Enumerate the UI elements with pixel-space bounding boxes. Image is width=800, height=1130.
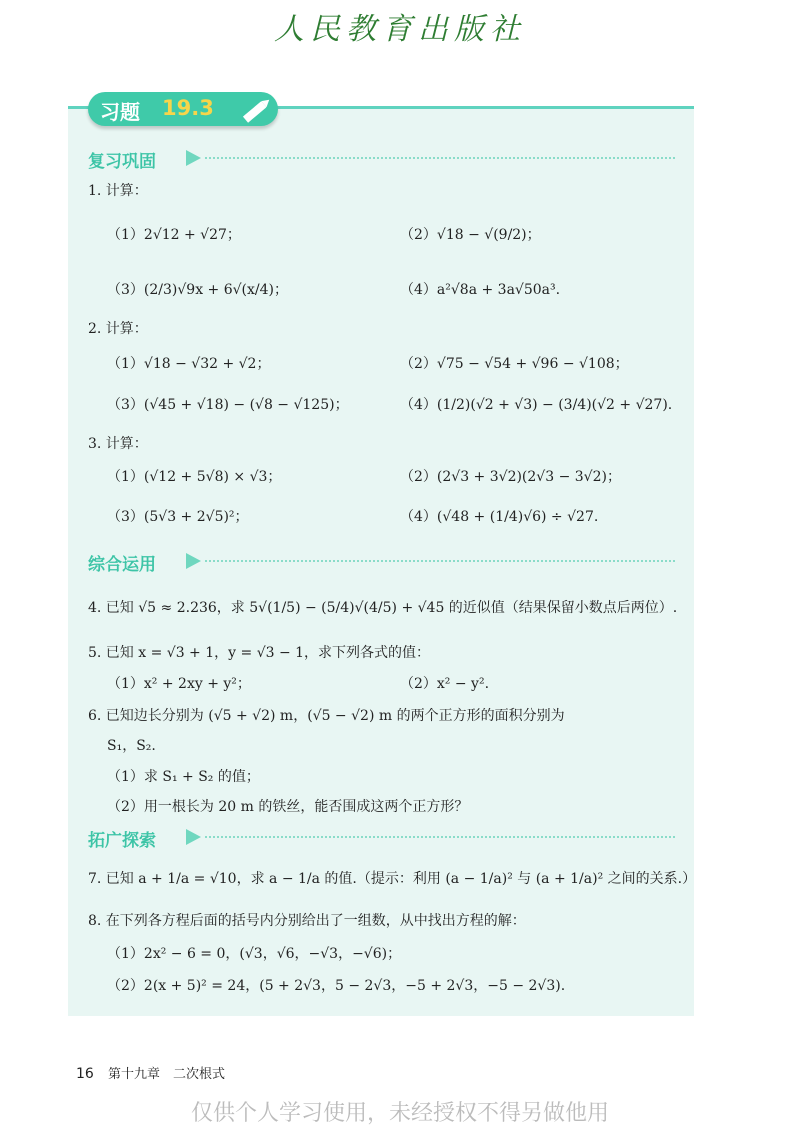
section-extend-title: 拓广探索 <box>88 831 156 851</box>
q5-item-2: （2）x² − y². <box>400 676 490 692</box>
q2-item-1: （1）√18 − √32 + √2； <box>107 356 271 372</box>
q3-item-1: （1）(√12 + 5√8) × √3； <box>107 469 282 485</box>
q1-item-2: （2）√18 − √(9/2)； <box>400 227 541 243</box>
q3-item-4: （4）(√48 + (1/4)√6) ÷ √27. <box>400 509 599 525</box>
q2-item-2: （2）√75 − √54 + √96 − √108； <box>400 356 629 372</box>
q3-item-3: （3）(5√3 + 2√5)²； <box>107 509 249 525</box>
q6-item-1: （1）求 S₁ + S₂ 的值； <box>107 769 260 785</box>
section-divider <box>205 157 675 159</box>
q1-title: 1. 计算： <box>88 183 148 199</box>
badge-number: 19.3 <box>162 96 214 120</box>
q2-item-4: （4）(1/2)(√2 + √3) − (3/4)(√2 + √27). <box>400 397 673 413</box>
q5-title: 5. 已知 x = √3 + 1，y = √3 − 1，求下列各式的值： <box>88 645 431 661</box>
q6-line-1: 6. 已知边长分别为 (√5 + √2) m，(√5 − √2) m 的两个正方形的面积分别为 <box>88 708 565 724</box>
section-arrow-icon <box>186 150 201 166</box>
q8-item-2: （2）2(x + 5)² = 24，(5 + 2√3，5 − 2√3，−5 + 2√3，−5 − 2√3). <box>107 978 566 994</box>
chapter-title: 第十九章 二次根式 <box>107 1067 225 1082</box>
publisher-logo: 人民教育出版社 <box>274 12 526 47</box>
q7-text: 7. 已知 a + 1/a = √10，求 a − 1/a 的值.（提示：利用 (a − 1/a)² 与 (a + 1/a)² 之间的关系.） <box>88 871 697 887</box>
page-footer <box>76 1063 225 1082</box>
page-number: 16 <box>76 1066 94 1082</box>
q6-item-2: （2）用一根长为 20 m 的铁丝，能否围成这两个正方形？ <box>107 799 469 815</box>
q5-item-1: （1）x² + 2xy + y²； <box>107 676 251 692</box>
section-arrow-icon <box>186 553 201 569</box>
section-apply-title: 综合运用 <box>88 555 156 575</box>
badge-title: 习题 <box>100 100 140 124</box>
q1-item-4: （4）a²√8a + 3a√50a³. <box>400 282 561 298</box>
q6-line-2: S₁，S₂. <box>107 738 156 754</box>
watermark: 仅供个人学习使用，未经授权不得另做他用 <box>190 1101 609 1126</box>
pencil-icon <box>240 94 274 126</box>
q8-item-1: （1）2x² − 6 = 0，(√3，√6，−√3，−√6)； <box>107 946 402 962</box>
q1-item-1: （1）2√12 + √27； <box>107 227 241 243</box>
q4-text: 4. 已知 √5 ≈ 2.236，求 5√(1/5) − (5/4)√(4/5) + √45 的近似值（结果保留小数点后两位）. <box>88 600 678 616</box>
section-arrow-icon <box>186 829 201 845</box>
q2-item-3: （3）(√45 + √18) − (√8 − √125)； <box>107 397 349 413</box>
section-divider <box>205 560 675 562</box>
q8-title: 8. 在下列各方程后面的括号内分别给出了一组数，从中找出方程的解： <box>88 913 526 929</box>
q3-title: 3. 计算： <box>88 436 148 452</box>
section-divider <box>205 836 675 838</box>
q1-item-3: （3）(2/3)√9x + 6√(x/4)； <box>107 282 288 298</box>
q2-title: 2. 计算： <box>88 321 148 337</box>
q3-item-2: （2）(2√3 + 3√2)(2√3 − 3√2)； <box>400 469 621 485</box>
section-review-title: 复习巩固 <box>88 152 156 172</box>
